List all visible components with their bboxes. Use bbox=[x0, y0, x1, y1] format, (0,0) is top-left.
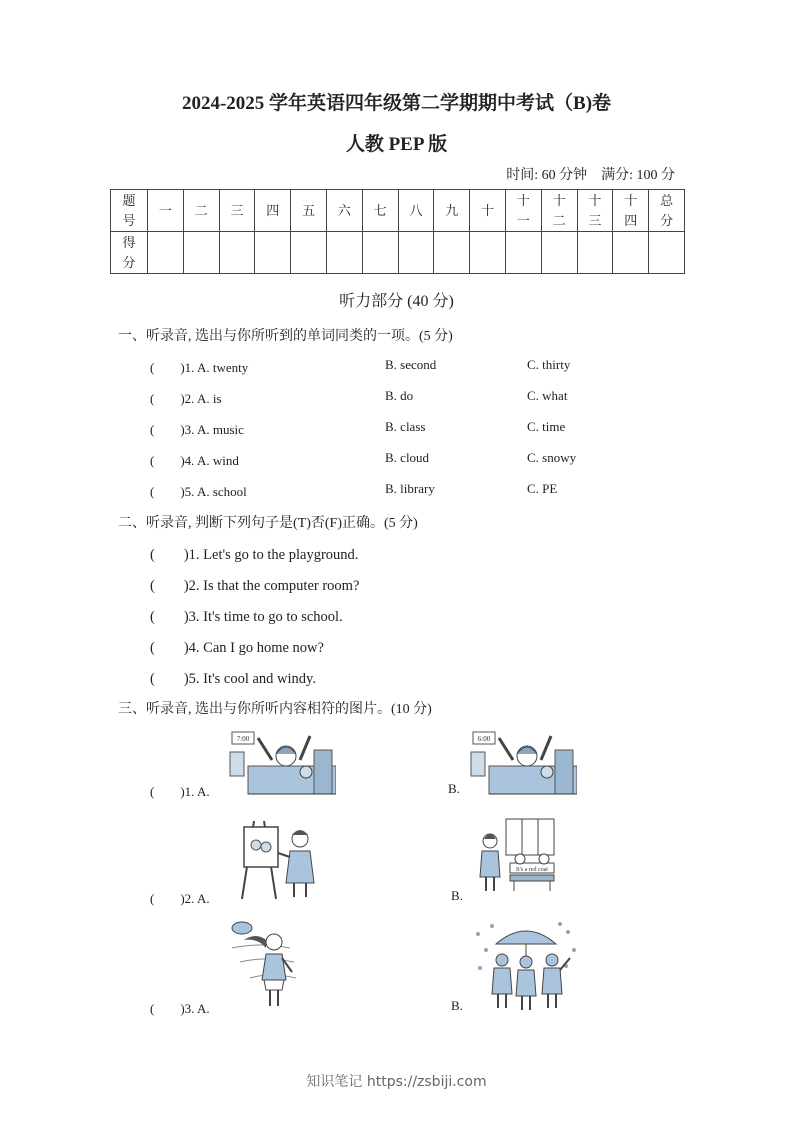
score-cell[interactable] bbox=[649, 232, 685, 274]
cell-header: 一 bbox=[148, 190, 184, 232]
q3-item-1-label: ( )1. A. bbox=[150, 784, 210, 799]
q1-option-c: C. PE bbox=[527, 481, 558, 496]
score-cell[interactable] bbox=[577, 232, 613, 274]
score-cell[interactable] bbox=[148, 232, 184, 274]
cell-header: 七 bbox=[362, 190, 398, 232]
bedroom-7-picture[interactable] bbox=[228, 730, 336, 796]
q1-option-b: B. cloud bbox=[385, 450, 430, 465]
cell-header: 十 三 bbox=[577, 190, 613, 232]
score-cell[interactable] bbox=[613, 232, 649, 274]
q1-heading: 一、听录音, 选出与你所听到的单词同类的一项。(5 分) bbox=[118, 329, 453, 344]
q3-item-3-b: B. bbox=[451, 998, 463, 1013]
q3-item-1-b: B. bbox=[448, 781, 460, 796]
score-cell[interactable] bbox=[470, 232, 506, 274]
q1-item-5: ( )5. A. school bbox=[150, 484, 247, 499]
clock-time-a: 7:00 bbox=[236, 735, 250, 743]
doc-subtitle: 人教 PEP 版 bbox=[345, 134, 448, 155]
q1-option-c: C. snowy bbox=[527, 450, 577, 465]
footer-watermark: 知识笔记 https://zsbiji.com bbox=[306, 1074, 487, 1090]
q1-item-2: ( )2. A. is bbox=[150, 391, 222, 406]
score-cell[interactable] bbox=[362, 232, 398, 274]
q1-option-b: B. second bbox=[385, 357, 437, 372]
cell-header: 十 一 bbox=[505, 190, 541, 232]
cell-header: 题 号 bbox=[111, 190, 148, 232]
q3-item-2-b: B. bbox=[451, 888, 463, 903]
score-cell[interactable] bbox=[255, 232, 291, 274]
q3-item-2-label: ( )2. A. bbox=[150, 891, 210, 906]
girl-painting-picture[interactable] bbox=[236, 817, 316, 901]
score-cell[interactable] bbox=[398, 232, 434, 274]
score-cell[interactable] bbox=[505, 232, 541, 274]
cell-header: 五 bbox=[291, 190, 327, 232]
cell-header: 十 四 bbox=[613, 190, 649, 232]
cell-header: 三 bbox=[219, 190, 255, 232]
q1-option-c: C. thirty bbox=[527, 357, 571, 372]
q1-item-3: ( )3. A. music bbox=[150, 422, 244, 437]
score-cell[interactable] bbox=[434, 232, 470, 274]
score-cell[interactable] bbox=[219, 232, 255, 274]
cell-header: 十 二 bbox=[541, 190, 577, 232]
q3-heading: 三、听录音, 选出与你所听内容相符的图片。(10 分) bbox=[118, 702, 432, 717]
rainy-children-picture[interactable] bbox=[472, 920, 580, 1012]
q2-item-2: ( )2. Is that the computer room? bbox=[150, 578, 360, 594]
score-table-header-row bbox=[111, 190, 685, 232]
windy-girl-picture[interactable] bbox=[230, 918, 300, 1010]
q1-option-b: B. do bbox=[385, 388, 414, 403]
cell-score-label: 得 分 bbox=[111, 232, 148, 274]
cell-header: 二 bbox=[183, 190, 219, 232]
section-title: 听力部分 (40 分) bbox=[339, 293, 454, 310]
cell-header: 四 bbox=[255, 190, 291, 232]
cell-header: 九 bbox=[434, 190, 470, 232]
classroom-picture[interactable] bbox=[476, 817, 556, 893]
q1-option-b: B. class bbox=[385, 419, 426, 434]
q1-option-c: C. what bbox=[527, 388, 568, 403]
score-table-score-row bbox=[111, 232, 685, 274]
bedroom-6-picture[interactable] bbox=[469, 730, 577, 796]
cell-header: 八 bbox=[398, 190, 434, 232]
q2-item-4: ( )4. Can I go home now? bbox=[150, 640, 324, 656]
q1-item-1: ( )1. A. twenty bbox=[150, 360, 249, 375]
cell-header: 六 bbox=[326, 190, 362, 232]
clock-time-b: 6:00 bbox=[477, 735, 491, 743]
score-cell[interactable] bbox=[541, 232, 577, 274]
sign-text: It's a red coat bbox=[516, 867, 548, 873]
q3-item-3-label: ( )3. A. bbox=[150, 1001, 210, 1016]
score-table bbox=[110, 189, 685, 274]
cell-header: 总 分 bbox=[649, 190, 685, 232]
score-cell[interactable] bbox=[183, 232, 219, 274]
q1-item-4: ( )4. A. wind bbox=[150, 453, 239, 468]
q2-heading: 二、听录音, 判断下列句子是(T)否(F)正确。(5 分) bbox=[118, 516, 418, 531]
q2-item-5: ( )5. It's cool and windy. bbox=[150, 671, 316, 687]
score-cell[interactable] bbox=[291, 232, 327, 274]
cell-header: 十 bbox=[470, 190, 506, 232]
q2-item-1: ( )1. Let's go to the playground. bbox=[150, 547, 359, 563]
score-cell[interactable] bbox=[326, 232, 362, 274]
doc-title: 2024-2025 学年英语四年级第二学期期中考试（B)卷 bbox=[181, 93, 612, 114]
q1-option-c: C. time bbox=[527, 419, 566, 434]
q2-item-3: ( )3. It's time to go to school. bbox=[150, 609, 343, 625]
time-info: 时间: 60 分钟 满分: 100 分 bbox=[506, 168, 675, 183]
q1-option-b: B. library bbox=[385, 481, 435, 496]
